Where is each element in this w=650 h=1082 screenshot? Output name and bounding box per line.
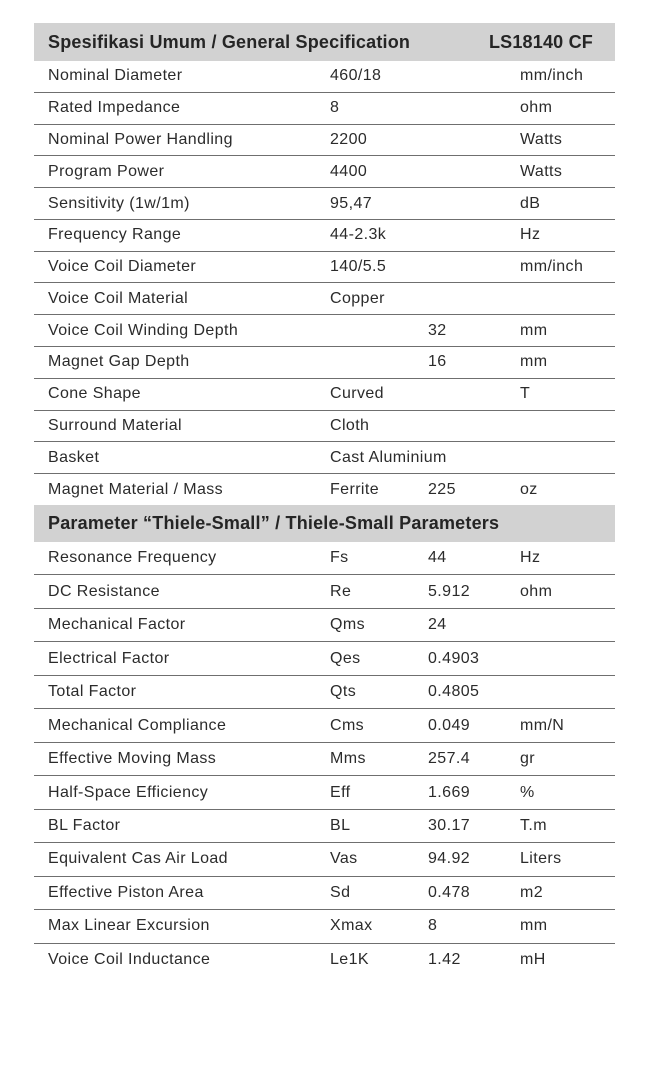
parameter-row [34,776,615,809]
row-label: Voice Coil Winding Depth [48,321,239,339]
row-unit: mm [520,321,548,339]
spec-row [34,347,615,379]
row-unit: mm [520,917,548,935]
row-label: Electrical Factor [48,649,170,667]
thiele-small-header [34,505,615,542]
row-unit: m2 [520,883,544,901]
row-value: 8 [330,99,340,117]
section-title: Spesifikasi Umum / General Specification [48,31,411,52]
row-label: Voice Coil Diameter [48,258,197,276]
row-value: 44 [428,549,447,567]
parameter-row [34,575,615,608]
row-label: Resonance Frequency [48,549,217,567]
row-unit: Hz [520,549,541,567]
row-unit: T [520,385,531,403]
row-label: Nominal Power Handling [48,130,233,148]
row-symbol: Qes [330,649,361,667]
thiele-small-rows [34,542,615,976]
row-unit: Hz [520,226,541,244]
row-symbol: Xmax [330,917,373,935]
general-spec-rows [34,61,615,505]
parameter-row [34,810,615,843]
row-symbol: Cms [330,716,365,734]
spec-row [34,125,615,157]
row-unit: ohm [520,582,553,600]
row-label: Nominal Diameter [48,67,183,85]
parameter-row [34,709,615,742]
spec-row [34,156,615,188]
row-label: Effective Piston Area [48,883,204,901]
parameter-row [34,877,615,910]
row-label: Frequency Range [48,226,182,244]
row-unit: mm/N [520,716,565,734]
general-spec-header [34,23,615,61]
row-symbol: Eff [330,783,351,801]
row-label: Mechanical Factor [48,616,186,634]
row-value: 2200 [330,130,368,148]
row-value: 94.92 [428,850,471,868]
row-unit: % [520,783,535,801]
row-value2: 225 [428,480,456,498]
row-label: Surround Material [48,416,182,434]
row-value: 1.669 [428,783,471,801]
spec-row [34,252,615,284]
row-value: Cast Aluminium [330,448,447,466]
row-label: Basket [48,448,100,466]
row-value: 4400 [330,162,368,180]
parameter-row [34,676,615,709]
row-label: Effective Moving Mass [48,750,217,768]
row-unit: T.m [520,816,547,834]
row-label: DC Resistance [48,582,160,600]
row-value: 460/18 [330,67,382,85]
spec-row [34,411,615,443]
row-label: Cone Shape [48,385,141,403]
row-value: Curved [330,385,384,403]
row-symbol: Vas [330,850,358,868]
row-symbol: Fs [330,549,349,567]
row-unit: mm/inch [520,67,584,85]
spec-row [34,220,615,252]
parameter-row [34,743,615,776]
row-value: 140/5.5 [330,258,387,276]
specification-table [34,23,615,976]
row-unit: oz [520,480,538,498]
row-value: Copper [330,289,385,307]
row-unit: mm/inch [520,258,584,276]
row-label: Total Factor [48,683,137,701]
row-label: Sensitivity (1w/1m) [48,194,190,212]
row-value: Ferrite [330,480,380,498]
row-value2: 32 [428,321,447,339]
parameter-row [34,910,615,943]
row-symbol: Sd [330,883,351,901]
row-unit: Liters [520,850,562,868]
parameter-row [34,642,615,675]
row-label: BL Factor [48,816,121,834]
spec-row [34,442,615,474]
row-value2: 16 [428,353,447,371]
spec-row [34,188,615,220]
row-label: Half-Space Efficiency [48,783,209,801]
spec-row [34,61,615,93]
parameter-row [34,609,615,642]
row-label: Rated Impedance [48,99,181,117]
row-value: 257.4 [428,750,471,768]
row-symbol: Re [330,582,352,600]
row-value: 0.049 [428,716,471,734]
row-symbol: Qts [330,683,357,701]
row-label: Magnet Gap Depth [48,353,190,371]
row-unit: mm [520,353,548,371]
spec-row [34,93,615,125]
spec-row [34,283,615,315]
row-unit: gr [520,750,536,768]
row-value: 5.912 [428,582,471,600]
parameter-row [34,944,615,976]
model-code: LS18140 CF [488,31,593,52]
row-value: 30.17 [428,816,471,834]
row-unit: dB [520,194,541,212]
row-label: Mechanical Compliance [48,716,227,734]
row-label: Equivalent Cas Air Load [48,850,228,868]
spec-row [34,474,615,505]
spec-row [34,379,615,411]
row-value: 8 [428,917,438,935]
row-value: Cloth [330,416,370,434]
row-value: 1.42 [428,950,461,968]
row-label: Voice Coil Inductance [48,950,211,968]
row-symbol: Le1K [330,950,369,968]
row-label: Magnet Material / Mass [48,480,224,498]
row-symbol: Mms [330,750,366,768]
row-value: 95,47 [330,194,373,212]
spec-row [34,315,615,347]
row-label: Program Power [48,162,165,180]
parameter-row [34,542,615,575]
row-symbol: Qms [330,616,365,634]
row-value: 0.478 [428,883,471,901]
parameter-row [34,843,615,876]
row-unit: Watts [520,130,563,148]
row-value: 0.4903 [428,649,480,667]
row-unit: mH [520,950,546,968]
row-unit: ohm [520,99,553,117]
row-label: Max Linear Excursion [48,917,210,935]
section-title: Parameter “Thiele-Small” / Thiele-Small Parameters [48,513,500,533]
row-symbol: BL [330,816,351,834]
row-value: 24 [428,616,447,634]
row-label: Voice Coil Material [48,289,189,307]
row-value: 0.4805 [428,683,480,701]
row-value: 44-2.3k [330,226,387,244]
row-unit: Watts [520,162,563,180]
